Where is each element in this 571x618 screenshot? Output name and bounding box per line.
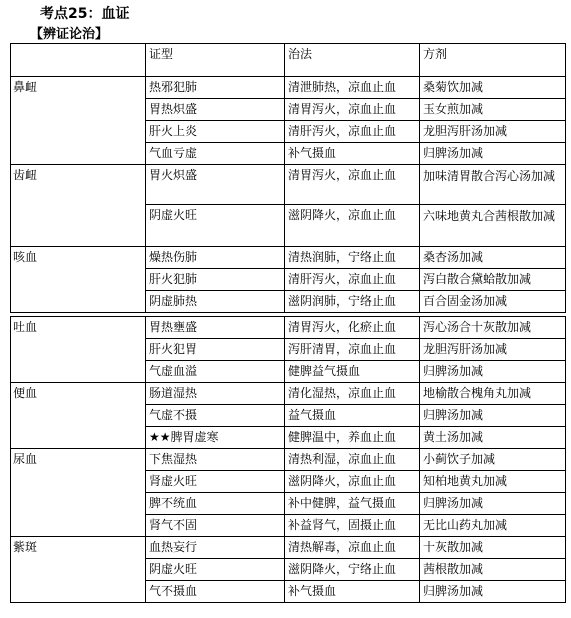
column-header: 证型	[149, 47, 174, 61]
formula-cell: 茜根散加减	[423, 562, 484, 576]
treatment-method-cell: 补益肾气，固摄止血	[288, 518, 397, 532]
table-rule	[10, 76, 566, 77]
table-rule	[10, 316, 566, 317]
column-divider	[10, 43, 11, 313]
formula-cell: 黄土汤加减	[423, 430, 484, 444]
formula-cell: 桑菊饮加减	[423, 80, 484, 94]
treatment-method-cell: 补气摄血	[288, 146, 337, 160]
treatment-method-cell: 清热利湿，凉血止血	[288, 452, 397, 466]
formula-cell: 归脾汤加减	[423, 146, 484, 160]
column-divider	[284, 316, 285, 603]
treatment-method-cell: 清化湿热，凉血止血	[288, 386, 397, 400]
formula-cell: 桑杏汤加减	[423, 250, 484, 264]
disease-label: 齿衄	[13, 168, 38, 182]
treatment-method-cell: 清热解毒，凉血止血	[288, 540, 397, 554]
syndrome-type-cell: 胃热壅盛	[149, 320, 198, 334]
formula-cell: 小蓟饮子加减	[423, 452, 496, 466]
syndrome-type-cell: 胃火炽盛	[149, 168, 198, 182]
disease-label: 尿血	[13, 452, 38, 466]
syndrome-type-cell: 气虚不摄	[149, 408, 198, 422]
formula-cell: 归脾汤加减	[423, 364, 484, 378]
column-divider	[565, 316, 566, 603]
treatment-method-cell: 滋阴降火，凉血止血	[288, 474, 397, 488]
syndrome-type-cell: 肝火上炎	[149, 124, 198, 138]
table-rule	[10, 448, 566, 449]
syndrome-type-cell: 气不摄血	[149, 584, 198, 598]
treatment-method-cell: 清胃泻火，凉血止血	[288, 168, 397, 182]
formula-cell: 泻心汤合十灰散加减	[423, 320, 532, 334]
table-rule	[10, 246, 566, 247]
formula-cell: 玉女煎加减	[423, 102, 484, 116]
syndrome-type-cell: 肝火犯肺	[149, 272, 198, 286]
syndrome-type-cell: 胃热炽盛	[149, 102, 198, 116]
syndrome-type-cell: 肾气不固	[149, 518, 198, 532]
formula-cell: 归脾汤加减	[423, 496, 484, 510]
formula-cell: 泻白散合黛蛤散加减	[423, 272, 532, 286]
treatment-method-cell: 健脾温中，养血止血	[288, 430, 397, 444]
treatment-method-cell: 清肝泻火，凉血止血	[288, 124, 397, 138]
column-header: 方剂	[423, 47, 448, 61]
table-rule	[10, 602, 566, 603]
treatment-method-cell: 滋阴润肺，宁络止血	[288, 294, 397, 308]
column-divider	[284, 43, 285, 313]
formula-cell: 归脾汤加减	[423, 408, 484, 422]
table-rule	[10, 536, 566, 537]
column-header: 治法	[288, 47, 313, 61]
treatment-method-cell: 清肝泻火，凉血止血	[288, 272, 397, 286]
treatment-method-cell: 清热润肺，宁络止血	[288, 250, 397, 264]
treatment-method-cell: 泻肝清胃，凉血止血	[288, 342, 397, 356]
column-divider	[419, 316, 420, 603]
column-divider	[145, 316, 146, 603]
formula-cell: 加味清胃散合泻心汤加减	[423, 169, 556, 183]
formula-cell: 地榆散合槐角丸加减	[423, 386, 532, 400]
syndrome-type-cell: 阴虚火旺	[149, 208, 198, 222]
treatment-method-cell: 清泄肺热，凉血止血	[288, 80, 397, 94]
formula-cell: 百合固金汤加减	[423, 294, 508, 308]
syndrome-type-cell: 血热妄行	[149, 540, 198, 554]
syndrome-type-cell: 肝火犯胃	[149, 342, 198, 356]
syndrome-type-cell: 肠道湿热	[149, 386, 198, 400]
disease-label: 吐血	[13, 320, 38, 334]
treatment-method-cell: 清胃泻火，凉血止血	[288, 102, 397, 116]
syndrome-type-cell: 肾虚火旺	[149, 474, 198, 488]
formula-cell: 无比山药丸加减	[423, 518, 508, 532]
disease-label: 紫斑	[13, 540, 38, 554]
treatment-method-cell: 补中健脾，益气摄血	[288, 496, 397, 510]
syndrome-type-cell: 阴虚火旺	[149, 562, 198, 576]
formula-cell: 龙胆泻肝汤加减	[423, 124, 508, 138]
column-divider	[565, 43, 566, 313]
disease-label: 咳血	[13, 250, 38, 264]
treatment-method-cell: 清胃泻火，化瘀止血	[288, 320, 397, 334]
syndrome-type-cell: 燥热伤肺	[149, 250, 198, 264]
syndrome-type-cell: 脾不统血	[149, 496, 198, 510]
formula-cell: 归脾汤加减	[423, 584, 484, 598]
column-divider	[419, 43, 420, 313]
syndrome-type-cell: 气虚血溢	[149, 364, 198, 378]
disease-label: 便血	[13, 386, 38, 400]
formula-cell: 龙胆泻肝汤加减	[423, 342, 508, 356]
disease-label: 鼻衄	[13, 80, 38, 94]
column-divider	[10, 316, 11, 603]
treatment-method-cell: 滋阴降火，宁络止血	[288, 562, 397, 576]
table-rule	[10, 164, 566, 165]
formula-cell: 十灰散加减	[423, 540, 484, 554]
table-rule	[10, 43, 566, 44]
section-heading: 【辨证论治】	[30, 27, 109, 42]
page-title: 考点25：血证	[40, 6, 130, 22]
syndrome-type-cell: 阴虚肺热	[149, 294, 198, 308]
treatment-method-cell: 补气摄血	[288, 584, 337, 598]
formula-cell: 知柏地黄丸加减	[423, 474, 508, 488]
table-rule	[10, 382, 566, 383]
treatment-method-cell: 健脾益气摄血	[288, 364, 361, 378]
formula-cell: 六味地黄丸合茜根散加减	[423, 209, 556, 223]
treatment-method-cell: 益气摄血	[288, 408, 337, 422]
column-divider	[145, 43, 146, 313]
syndrome-type-cell: ★★脾胃虚寒	[149, 430, 219, 444]
syndrome-type-cell: 气血亏虚	[149, 146, 198, 160]
treatment-method-cell: 滋阴降火，凉血止血	[288, 208, 397, 222]
syndrome-type-cell: 热邪犯肺	[149, 80, 198, 94]
table-rule	[10, 312, 566, 313]
syndrome-type-cell: 下焦湿热	[149, 452, 198, 466]
